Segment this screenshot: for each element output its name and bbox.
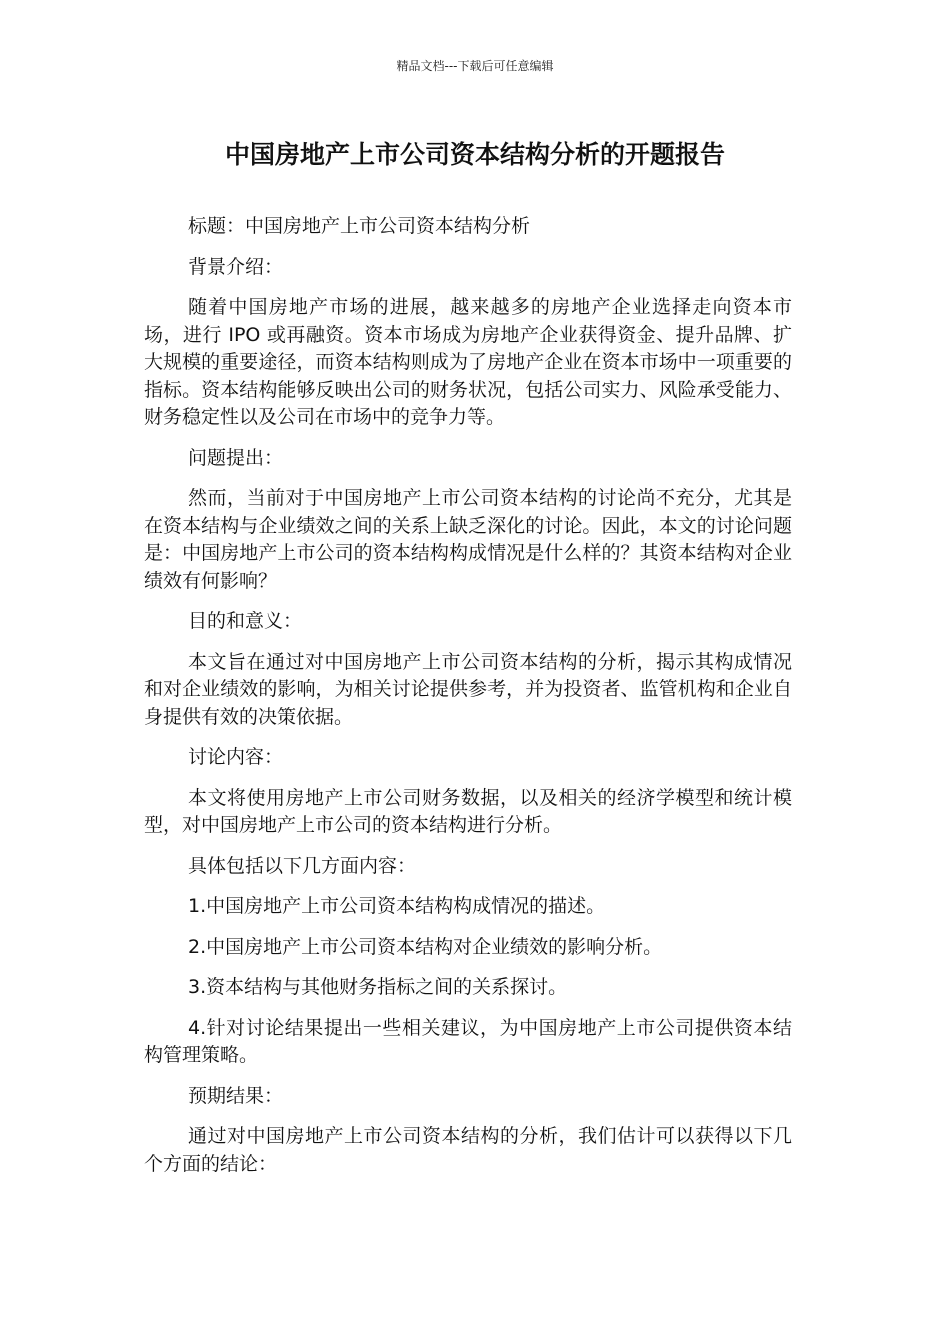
expected-paragraph: 通过对中国房地产上市公司资本结构的分析，我们估计可以获得以下几个方面的结论：: [144, 1125, 792, 1175]
subject-line: 标题：中国房地产上市公司资本结构分析: [188, 215, 531, 237]
header-note: 精品文档---下载后可任意编辑: [396, 59, 554, 73]
problem-paragraph: 然而，当前对于中国房地产上市公司资本结构的讨论尚不充分，尤其是在资本结构与企业绩效之间的关系上缺乏深化的讨论。因此，本文的讨论问题是：中国房地产上市公司的资本结构构成情况是什么样的？其资本结构对企业绩效有何影响？: [144, 487, 792, 592]
background-heading: 背景介绍：: [188, 255, 284, 278]
expected-heading: 预期结果：: [188, 1084, 284, 1107]
purpose-heading: 目的和意义：: [188, 610, 303, 632]
purpose-paragraph: 本文旨在通过对中国房地产上市公司资本结构的分析，揭示其构成情况和对企业绩效的影响，为相关讨论提供参考，并为投资者、监管机构和企业自身提供有效的决策依据。: [144, 650, 792, 728]
document-title: 中国房地产上市公司资本结构分析的开题报告: [224, 140, 725, 169]
content-list-item: 1.中国房地产上市公司资本结构构成情况的描述。: [188, 895, 606, 917]
document-body: [144, 213, 792, 1191]
content-list-intro: 具体包括以下几方面内容：: [188, 854, 417, 877]
background-paragraph: 随着中国房地产市场的进展，越来越多的房地产企业选择走向资本市场，进行 IPO 或再融资。资本市场成为房地产企业获得资金、提升品牌、扩大规模的重要途径，而资本结构则成为了房地产企业在资本市场中一项重要的指标。资本结构能够反映出公司的财务状况，包括公司实力、风险承受能力、财务稳定性以及公司在市场中的竞争力等。: [144, 296, 792, 428]
content-heading: 讨论内容：: [188, 746, 284, 768]
problem-heading: 问题提出：: [188, 446, 284, 469]
content-list-item: 2.中国房地产上市公司资本结构对企业绩效的影响分析。: [188, 935, 663, 958]
content-list-item: 4.针对讨论结果提出一些相关建议，为中国房地产上市公司提供资本结构管理策略。: [144, 1016, 792, 1066]
content-list-item: 3.资本结构与其他财务指标之间的关系探讨。: [188, 976, 568, 998]
content-paragraph: 本文将使用房地产上市公司财务数据，以及相关的经济学模型和统计模型，对中国房地产上市公司的资本结构进行分析。: [144, 786, 792, 836]
